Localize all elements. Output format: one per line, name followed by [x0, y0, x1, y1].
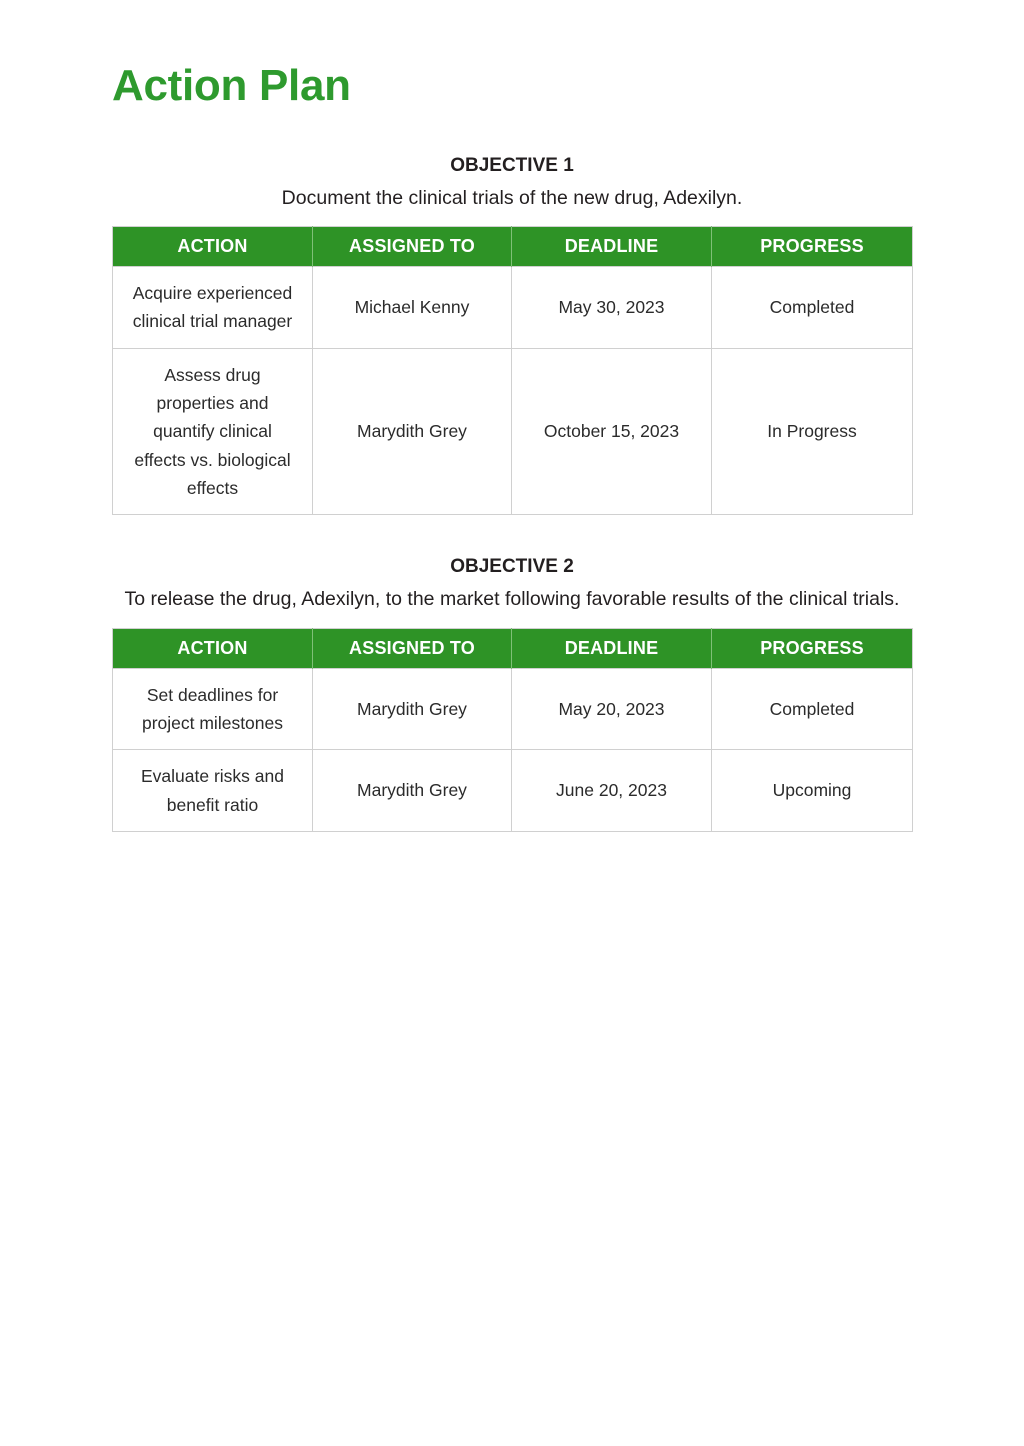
cell-assigned-to: Marydith Grey: [313, 348, 512, 515]
cell-assigned-to: Marydith Grey: [313, 750, 512, 832]
table-header-row: [113, 227, 913, 267]
table-row: [113, 750, 913, 832]
table-body-2: [113, 668, 913, 831]
objective-section-2: [112, 553, 912, 831]
action-table-2: [112, 628, 913, 832]
cell-deadline: June 20, 2023: [512, 750, 712, 832]
cell-progress: Upcoming: [712, 750, 913, 832]
objective-description-1: Document the clinical trials of the new drug, Adexilyn.: [281, 186, 743, 209]
column-header-progress: PROGRESS: [712, 227, 913, 267]
column-header-progress: PROGRESS: [712, 628, 913, 668]
cell-action: Acquire experienced clinical trial manager: [113, 267, 313, 349]
cell-progress: Completed: [712, 668, 913, 750]
table-header-row: [113, 628, 913, 668]
column-header-assigned-to: ASSIGNED TO: [313, 227, 512, 267]
table-row: [113, 668, 913, 750]
action-table-1: [112, 226, 913, 515]
column-header-assigned-to: ASSIGNED TO: [313, 628, 512, 668]
column-header-action: ACTION: [113, 628, 313, 668]
cell-progress: Completed: [712, 267, 913, 349]
column-header-deadline: DEADLINE: [512, 628, 712, 668]
column-header-deadline: DEADLINE: [512, 227, 712, 267]
table-header-1: [113, 227, 913, 267]
objective-description-2: To release the drug, Adexilyn, to the market following favorable results of the clinical trials.: [124, 588, 900, 611]
column-header-action: ACTION: [113, 227, 313, 267]
objective-heading-2: OBJECTIVE 2: [450, 556, 574, 578]
section-spacer: [112, 515, 912, 553]
objective-heading-1: OBJECTIVE 1: [450, 155, 574, 176]
cell-action: Set deadlines for project milestones: [113, 668, 313, 750]
cell-action: Assess drug properties and quantify clinical effects vs. biological effects: [113, 348, 313, 515]
document-body: [112, 152, 912, 832]
objective-section-1: [112, 152, 912, 515]
cell-action: Evaluate risks and benefit ratio: [113, 750, 313, 832]
cell-deadline: October 15, 2023: [512, 348, 712, 515]
cell-assigned-to: Marydith Grey: [313, 668, 512, 750]
cell-deadline: May 30, 2023: [512, 267, 712, 349]
page-title: Action Plan: [112, 61, 351, 110]
cell-progress: In Progress: [712, 348, 913, 515]
table-header-2: [113, 628, 913, 668]
table-row: [113, 267, 913, 349]
cell-assigned-to: Michael Kenny: [313, 267, 512, 349]
table-row: [113, 348, 913, 515]
cell-deadline: May 20, 2023: [512, 668, 712, 750]
table-body-1: [113, 267, 913, 515]
